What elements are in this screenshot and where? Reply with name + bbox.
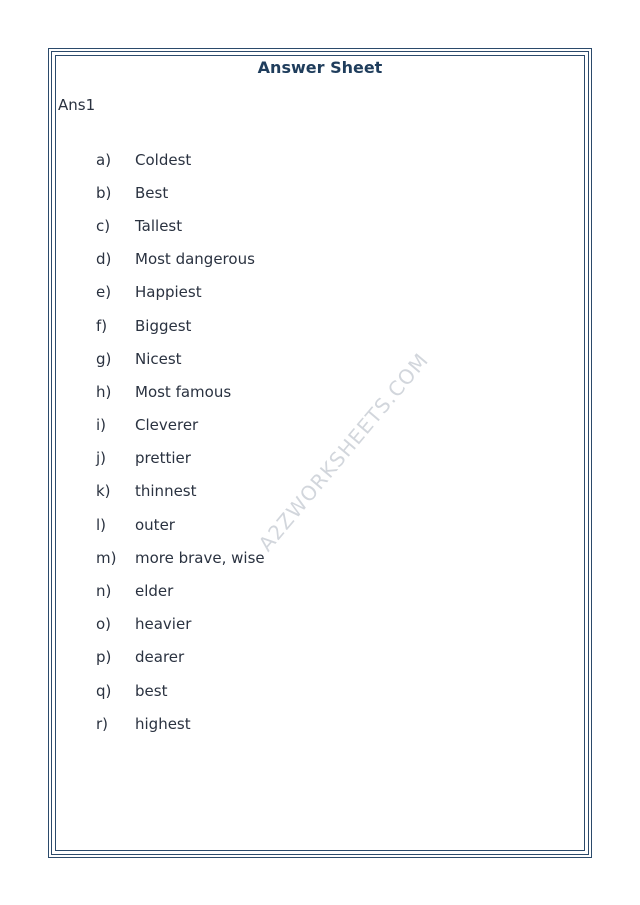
answer-letter: i) [96,416,107,435]
answer-letter: r) [96,714,109,733]
answer-item [96,608,265,641]
answer-letter: h) [96,382,112,401]
answer-text: prettier [135,449,191,468]
answer-item [96,309,265,342]
answer-letter: f) [96,316,108,335]
answer-text: Most famous [135,382,232,401]
answer-text: more brave, wise [135,548,265,567]
answer-item [96,243,265,276]
answer-item [96,707,265,740]
page-title: Answer Sheet [257,58,383,77]
answer-item [96,475,265,508]
answer-item [96,143,265,176]
answer-letter: a) [96,150,112,169]
answer-item [96,574,265,607]
answer-text: Nicest [135,349,182,368]
answer-letter: o) [96,615,112,634]
answer-text: heavier [135,615,192,634]
answer-text: Tallest [135,216,183,235]
answer-letter: d) [96,250,112,269]
answer-item [96,442,265,475]
answer-letter: q) [96,681,112,700]
answer-letter: j) [96,449,107,468]
answer-item [96,409,265,442]
answer-letter: m) [96,548,117,567]
answer-text: best [135,681,168,700]
answer-letter: c) [96,216,111,235]
answer-item [96,342,265,375]
answer-item [96,276,265,309]
answer-text: dearer [135,648,185,667]
answer-item [96,641,265,674]
answer-list [96,143,265,740]
question-label: Ans1 [58,96,96,114]
answer-text: highest [135,714,191,733]
watermark: A2ZWORKSHEETS.COM [253,348,434,556]
answer-text: Coldest [135,150,192,169]
answer-item [96,508,265,541]
answer-letter: p) [96,648,112,667]
answer-text: Most dangerous [135,250,255,269]
answer-letter: e) [96,283,112,302]
answer-text: outer [135,515,175,534]
answer-text: Best [135,183,169,202]
answer-text: Happiest [135,283,202,302]
answer-item [96,176,265,209]
answer-letter: n) [96,582,112,601]
answer-text: Biggest [135,316,192,335]
answer-item [96,674,265,707]
answer-letter: b) [96,183,112,202]
answer-letter: k) [96,482,111,501]
answer-item [96,209,265,242]
answer-text: thinnest [135,482,197,501]
answer-text: Cleverer [135,416,199,435]
answer-letter: g) [96,349,112,368]
answer-item [96,541,265,574]
answer-letter: l) [96,515,107,534]
answer-item [96,375,265,408]
answer-text: elder [135,582,174,601]
